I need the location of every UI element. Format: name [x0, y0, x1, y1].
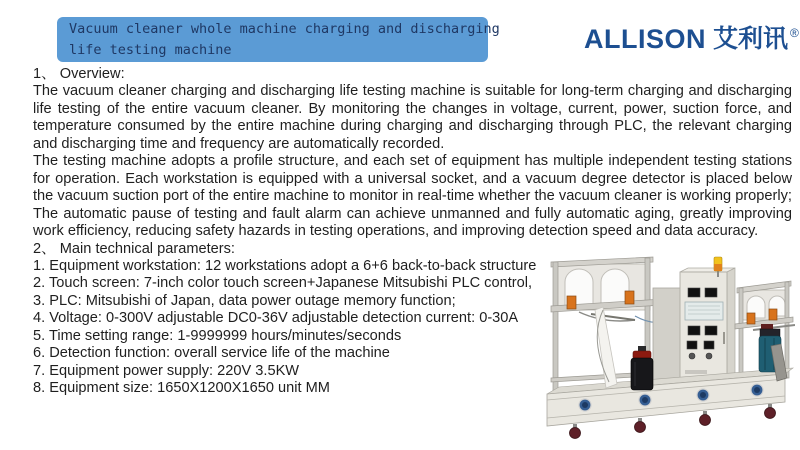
digital-display — [688, 288, 700, 297]
overview-paragraph-1: The vacuum cleaner charging and discharging life testing machine is suitable for long-term charging and discharging life testing of the entire vacuum cleaner. By monitoring the changes in voltage, current, power, suction force, and temperature consumed by the entire machine during charging and discharging through PLC, the relevant charging and discharging time and frequency are automatically recorded. — [33, 83, 792, 152]
brand-logo-latin: ALLISON — [584, 24, 706, 54]
machine-photo — [545, 250, 795, 446]
control-knob — [689, 353, 695, 359]
title-line-1: Vacuum cleaner whole machine charging and discharging — [69, 21, 500, 37]
parameter-item: 8. Equipment size: 1650X1200X1650 unit MM — [33, 380, 330, 397]
parameter-item: 6. Detection function: overall service life of the machine — [33, 345, 390, 362]
digital-display — [705, 326, 717, 335]
parameter-item: 2. Touch screen: 7-inch color touch screen+Japanese Mitsubishi PLC control, — [33, 275, 533, 292]
parameter-item: 4. Voltage: 0-300V adjustable DC0-36V adjustable detection current: 0-30A — [33, 310, 519, 327]
clamp-block — [625, 291, 634, 304]
brand-logo — [584, 24, 799, 54]
clamp-block — [747, 313, 755, 324]
overview-paragraph-2: The testing machine adopts a profile structure, and each set of equipment has multiple independent testing stations for operation. Each workstation is equipped with a universal socket, and a vacuum degree detector is placed below the vacuum suction port of the entire machine to monitor in real-time whether the vacuum cleaner is working properly; The automatic pause of testing and fault alarm can achieve unmanned and fully automatic aging, greatly improving work efficiency, reducing safety hazards in testing operations, and improving detection speed and data accuracy. — [33, 153, 792, 240]
digital-display — [705, 288, 717, 297]
parameter-item: 7. Equipment power supply: 220V 3.5KW — [33, 362, 300, 379]
parameter-item: 3. PLC: Mitsubishi of Japan, data power outage memory function; — [33, 292, 456, 309]
clamp-block — [769, 309, 777, 320]
testing-machine-illustration — [545, 250, 795, 446]
title-banner — [57, 17, 500, 62]
touch-screen — [685, 302, 723, 320]
brand-logo-cjk: 艾利讯 — [713, 25, 789, 53]
parameters-heading: 2、 Main technical parameters: — [33, 240, 235, 257]
overview-heading: 1、 Overview: — [33, 66, 125, 82]
vent — [685, 370, 707, 374]
digital-display — [687, 341, 697, 349]
parameter-item: 5. Time setting range: 1-9999999 hours/minutes/seconds — [33, 327, 402, 344]
control-knob — [706, 353, 712, 359]
drum-vacuum-black — [631, 346, 653, 390]
digital-display — [704, 341, 714, 349]
title-line-2: life testing machine — [69, 41, 232, 58]
clamp-block — [567, 296, 576, 309]
digital-display — [688, 326, 700, 335]
parameter-item: 1. Equipment workstation: 12 workstations adopt a 6+6 back-to-back structure — [33, 257, 537, 274]
registered-trademark-icon: ® — [790, 26, 799, 40]
door-handle — [723, 332, 725, 344]
